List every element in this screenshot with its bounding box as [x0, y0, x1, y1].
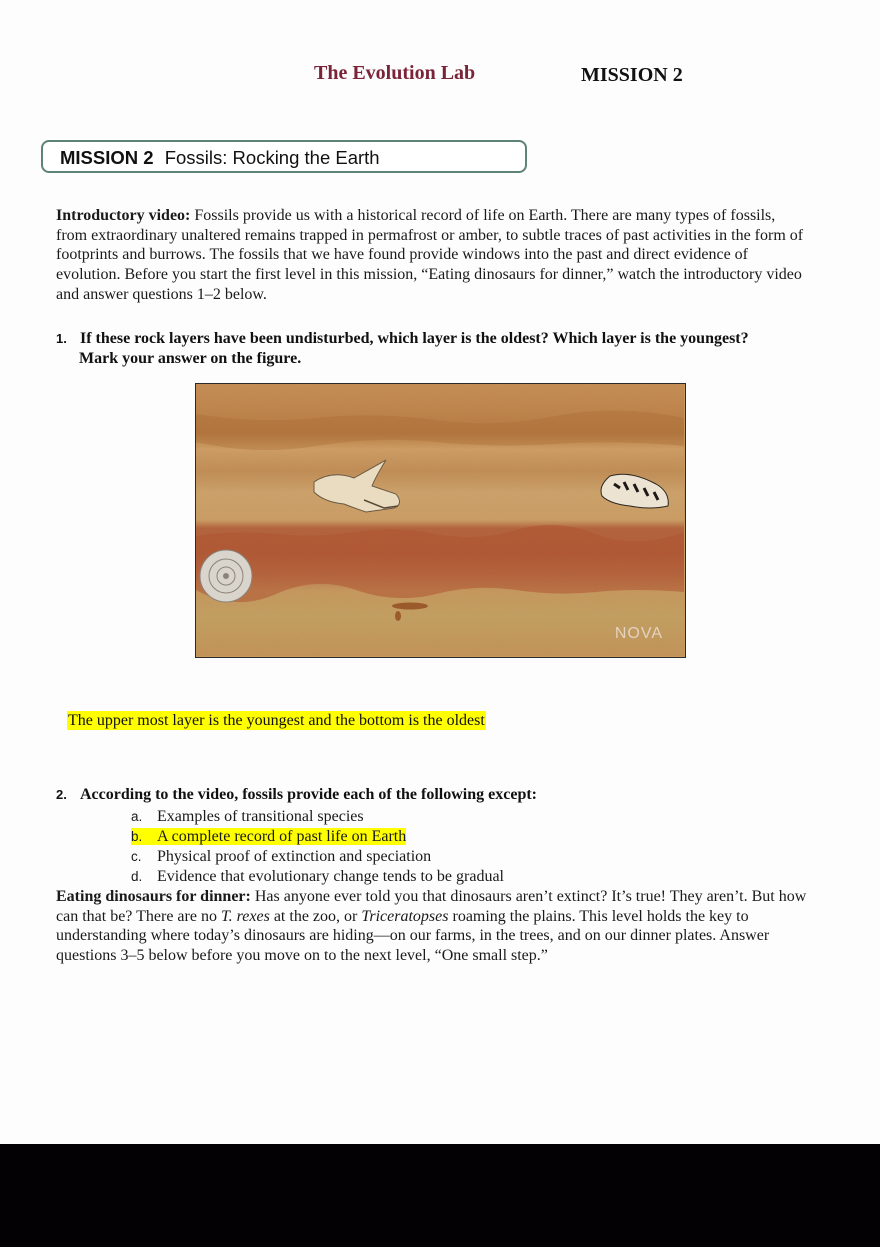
question-1-line1: If these rock layers have been undisturbed, which layer is the oldest? Which layer is the youngest?: [80, 330, 749, 347]
intro-text: Fossils provide us with a historical record of life on Earth. There are many types of fossils, from extraordinary unaltered remains trapped in permafrost or amber, to subtle traces of past activities in the form of footprints and burrows. The fossils that we have found provide windows into the past and direct evidence of evolution. Before you start the first level in this mission, “Eating dinosaurs for dinner,” watch the introductory video and answer questions 1–2 below.: [56, 207, 804, 303]
intro-label: Introductory video:: [56, 207, 191, 224]
option-d-text: Evidence that evolutionary change tends to be gradual: [157, 868, 504, 885]
eating-italic-triceratopses: Triceratopses: [361, 907, 449, 925]
option-a-text: Examples of transitional species: [157, 808, 364, 825]
question-2-text: According to the video, fossils provide each of the following except:: [80, 786, 537, 803]
eating-italic-trex: T. rexes: [220, 907, 270, 925]
mission-title: Fossils: Rocking the Earth: [164, 147, 380, 168]
mission-title-box: [41, 140, 527, 173]
question-2-number: 2.: [56, 787, 67, 802]
option-b-letter: b.: [131, 829, 143, 844]
ammonite-fossil: [200, 550, 252, 602]
option-d[interactable]: [131, 867, 504, 887]
question-1-number: 1.: [56, 331, 67, 346]
mission-number: MISSION 2: [60, 147, 154, 168]
option-c-letter: c.: [131, 849, 142, 864]
question-2: [56, 785, 816, 805]
option-b[interactable]: [131, 827, 504, 847]
eating-dinosaurs-paragraph: [56, 887, 816, 966]
option-a-letter: a.: [131, 809, 143, 824]
rock-layers-illustration: [196, 384, 684, 656]
rock-layers-figure: [195, 383, 686, 658]
question-1: [56, 329, 816, 368]
intro-paragraph: [56, 206, 806, 305]
eating-label: Eating dinosaurs for dinner:: [56, 888, 251, 905]
eating-text-c: roaming the plains. This level holds the key to understanding where today’s dinosaurs are hiding—on our farms, in the trees, and on our dinner plates. Answer questions 3–5 below before you move on to the next level, “One small step.”: [56, 907, 770, 965]
lab-title: The Evolution Lab: [314, 62, 476, 84]
option-d-letter: d.: [131, 869, 143, 884]
option-a[interactable]: [131, 807, 504, 827]
eating-text-a: Has anyone ever told you that dinosaurs aren’t extinct? It’s true! They aren’t. But how can that be? There are no: [56, 888, 807, 925]
mission-label: MISSION 2: [581, 64, 683, 86]
question-1-line2: Mark your answer on the figure.: [79, 349, 302, 367]
option-c[interactable]: [131, 847, 504, 867]
option-c-text: Physical proof of extinction and speciation: [157, 848, 432, 865]
eating-text-b: at the zoo, or: [269, 907, 362, 925]
question-1-answer: The upper most layer is the youngest and the bottom is the oldest: [68, 712, 485, 729]
question-2-options: [131, 807, 504, 887]
bottom-black-bar: [0, 1144, 880, 1247]
nova-watermark: NOVA: [614, 625, 663, 642]
option-b-text: A complete record of past life on Earth: [157, 828, 407, 845]
